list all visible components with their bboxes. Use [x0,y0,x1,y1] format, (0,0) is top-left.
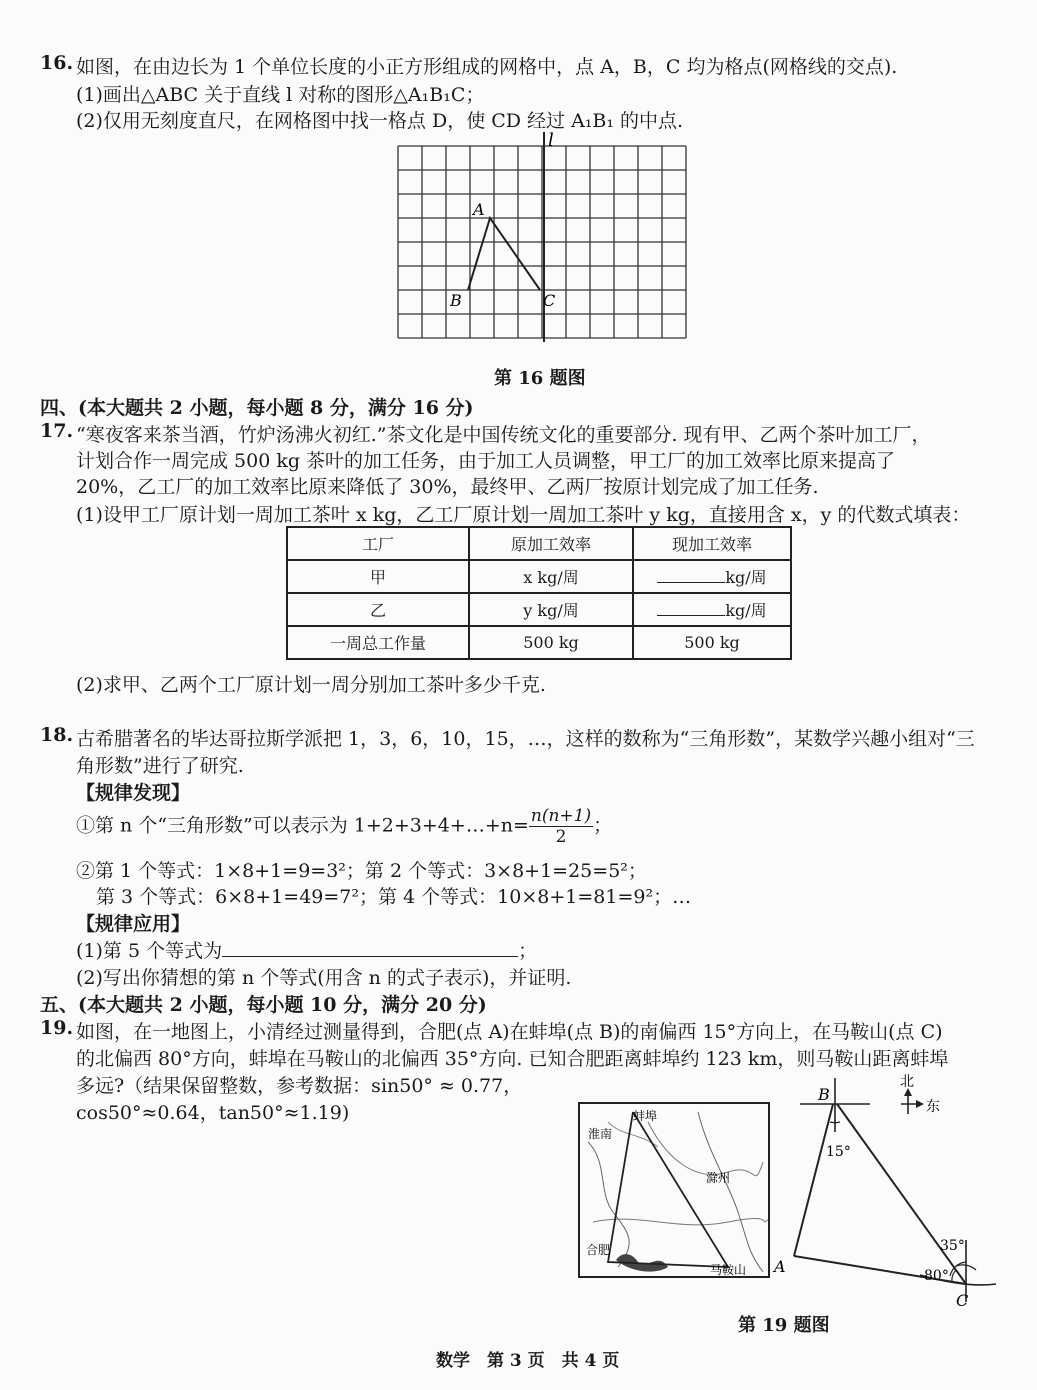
q18-rule2b: 第 3 个等式：6×8+1=49=7²；第 4 个等式：10×8+1=81=9²；… [96,886,692,908]
table-header: 原加工效率 [469,527,633,560]
q17-table [286,526,792,660]
q16-caption: 第 16 题图 [494,368,586,389]
q16-stem: 如图，在由边长为 1 个单位长度的小正方形组成的网格中，点 A，B，C 均为格点(网格线的交点). [76,56,898,78]
angle-15: 15° [826,1144,851,1160]
table-cell: 甲 [287,560,469,593]
q18-heading-application: 【规律应用】 [76,913,191,935]
q18-rule1: ①第 n 个“三角形数”可以表示为 1+2+3+4+…+n= $\frac{n(n+1)}{2}$ ； [76,806,613,847]
east-label: 东 [926,1099,940,1115]
angle-35: 35° [940,1238,965,1254]
table-cell: 乙 [287,593,469,626]
q19-caption: 第 19 题图 [738,1315,830,1336]
q18-part2: (2)写出你猜想的第 n 个等式(用含 n 的式子表示)，并证明. [76,967,572,989]
label-c: C [543,291,556,310]
label-l: l [548,130,554,151]
fraction: $\frac{n(n+1)}{2}$ [530,806,592,847]
q19-number: 19. [40,1017,74,1039]
angle-80: 80° [924,1268,949,1284]
q19-line1: 如图，在一地图上，小清经过测量得到，合肥(点 A)在蚌埠(点 B)的南偏西 15°方向上，在马鞍山(点 C) [76,1021,943,1043]
q17-part2: (2)求甲、乙两个工厂原计划一周分别加工茶叶多少千克. [76,674,546,696]
q16-number: 16. [40,52,74,74]
table-cell: 一周总工作量 [287,626,469,659]
answer-blank[interactable] [657,568,725,583]
q19-diagram [770,1070,1010,1320]
q19-line4: cos50°≈0.64，tan50°≈1.19) [76,1102,350,1124]
q18-line1: 古希腊著名的毕达哥拉斯学派把 1，3，6，10，15，…，这样的数称为“三角形数”，某数学兴趣小组对“三 [76,728,975,750]
label-c: C [956,1291,969,1310]
page-footer: 数学 第 3 页 共 4 页 [436,1351,620,1371]
q18-rule2a: ②第 1 个等式：1×8+1=9=3²；第 2 个等式：3×8+1=25=5²； [76,860,647,882]
q16-part1: (1)画出△ABC 关于直线 l 对称的图形△A₁B₁C； [76,84,485,106]
q18-part1: (1)第 5 个等式为 ； [76,940,538,962]
q17-line3: 20%，乙工厂的加工效率比原来降低了 30%，最终甲、乙两厂按原计划完成了加工任务. [76,476,819,498]
q19-line2: 的北偏西 80°方向，蚌埠在马鞍山的北偏西 35°方向. 已知合肥距离蚌埠约 123 km，则马鞍山距离蚌埠 [76,1048,949,1070]
section4-heading: 四、(本大题共 2 小题，每小题 8 分，满分 16 分) [40,397,474,419]
table-cell: x kg/周 [469,560,633,593]
label-a: A [774,1257,786,1276]
map-label-chuzhou: 滁州 [706,1171,731,1185]
table-row [287,593,791,626]
map-label-huainan: 淮南 [588,1127,613,1141]
table-row [287,626,791,659]
q18-number: 18. [40,724,74,746]
q16-part2: (2)仅用无刻度直尺，在网格图中找一格点 D，使 CD 经过 A₁B₁ 的中点. [76,110,684,132]
q19-line3: 多远?（结果保留整数，参考数据：sin50° ≈ 0.77， [76,1075,523,1097]
q17-line2: 计划合作一周完成 500 kg 茶叶的加工任务，由于加工人员调整，甲工厂的加工效率比原来提高了 [76,450,896,472]
triangle-abc [468,218,540,290]
table-cell: 500 kg [469,626,633,659]
answer-blank[interactable] [222,940,518,957]
table-row [287,560,791,593]
table-header: 现加工效率 [633,527,791,560]
q18-heading-discovery: 【规律发现】 [76,782,191,804]
q18-line2: 角形数”进行了研究. [76,755,244,777]
table-cell: 500 kg [633,626,791,659]
segment-ba [794,1104,833,1256]
label-a: A [473,200,485,219]
label-b: B [450,291,462,310]
q16-grid-figure [380,130,690,345]
table-cell: kg/周 [633,560,791,593]
answer-blank[interactable] [657,601,725,616]
section5-heading: 五、(本大题共 2 小题，每小题 10 分，满分 20 分) [40,994,487,1016]
map-label-maanshan: 马鞍山 [710,1263,747,1277]
label-b: B [818,1085,830,1104]
q17-part1: (1)设甲工厂原计划一周加工茶叶 x kg，乙工厂原计划一周加工茶叶 y kg，直接用含 x，y 的代数式填表： [76,504,971,526]
q17-number: 17. [40,420,74,442]
table-header-row [287,527,791,560]
north-label: 北 [900,1074,914,1090]
q17-line1: “寒夜客来茶当酒，竹炉汤沸火初红.”茶文化是中国传统文化的重要部分. 现有甲、乙两个茶叶加工厂， [76,424,931,446]
q19-map [578,1102,770,1278]
table-cell: kg/周 [633,593,791,626]
table-cell: y kg/周 [469,593,633,626]
table-header: 工厂 [287,527,469,560]
segment-bc [837,1104,966,1284]
map-label-hefei: 合肥 [586,1243,611,1257]
map-label-bengbu: 蚌埠 [633,1109,658,1123]
